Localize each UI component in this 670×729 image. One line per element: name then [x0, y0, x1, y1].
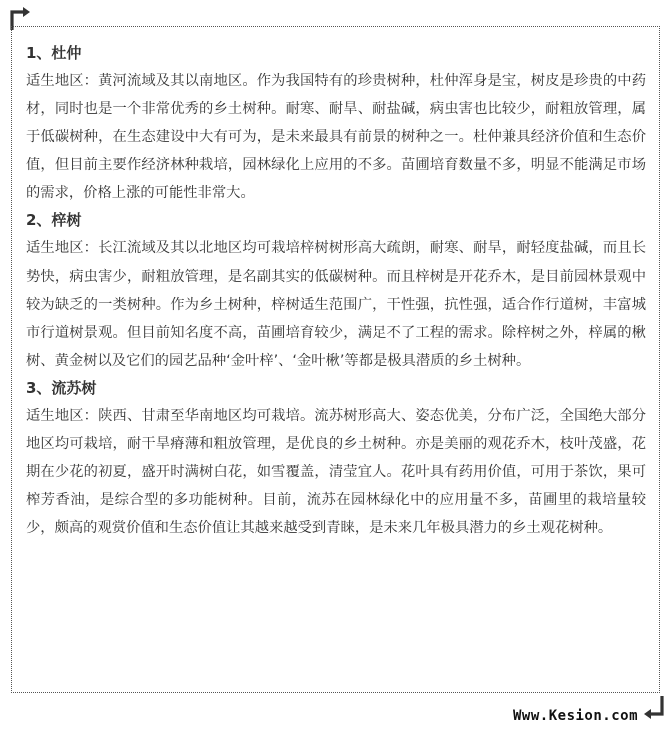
section-body: 适生地区：陕西、甘肃至华南地区均可栽培。流苏树形高大、姿态优美，分布广泛，全国绝大部分地区均可栽培，耐干旱瘠薄和粗放管理，是优良的乡土树种。亦是美丽的观花乔木，枝叶茂盛，花期在少花的初夏，盛开时满树白花，如雪覆盖，清莹宜人。花叶具有药用价值，可用于茶饮，果可榨芳香油，是综合型的多功能树种。目前，流苏在园林绿化中的应用量不多，苗圃里的栽培量较少，颇高的观赏价值和生态价值让其越来越受到青睐，是未来几年极具潜力的乡土观花树种。 [26, 407, 646, 537]
section-liusushu [26, 375, 646, 542]
section-zishu [26, 207, 646, 374]
section-body: 适生地区：长江流域及其以北地区均可栽培梓树树形高大疏朗，耐寒、耐旱，耐轻度盐碱，而且长势快，病虫害少，耐粗放管理，是名副其实的低碳树种。而且梓树是开花乔木，是目前园林景观中较为缺乏的一类树种。作为乡土树种，梓树适生范围广，干性强，抗性强，适合作行道树，丰富城市行道树景观。但目前知名度不高，苗圃培育较少，满足不了工程的需求。除梓树之外，梓属的楸树、黄金树以及它们的园艺品种‘金叶梓’、‘金叶楸’等都是极具潜质的乡土树种。 [26, 240, 646, 369]
corner-arrow-bottom-right-icon [640, 694, 666, 720]
section-body: 适生地区：黄河流域及其以南地区。作为我国特有的珍贵树种，杜仲浑身是宝，树皮是珍贵的中药材，同时也是一个非常优秀的乡土树种。耐寒、耐旱、耐盐碱，病虫害也比较少，耐粗放管理，属于低碳树种，在生态建设中大有可为，是未来最具有前景的树种之一。杜仲兼具经济价值和生态价值，但目前主要作经济林种栽培，园林绿化上应用的不多。苗圃培育数量不多，明显不能满足市场的需求，价格上涨的可能性非常大。 [26, 73, 646, 202]
section-duzhong [26, 40, 646, 207]
site-watermark: Www.Kesion.com [513, 708, 639, 724]
section-title: 3、流苏树 [26, 378, 97, 397]
article-content [26, 40, 646, 542]
section-title: 2、梓树 [26, 211, 82, 230]
section-title: 1、杜仲 [26, 44, 82, 62]
